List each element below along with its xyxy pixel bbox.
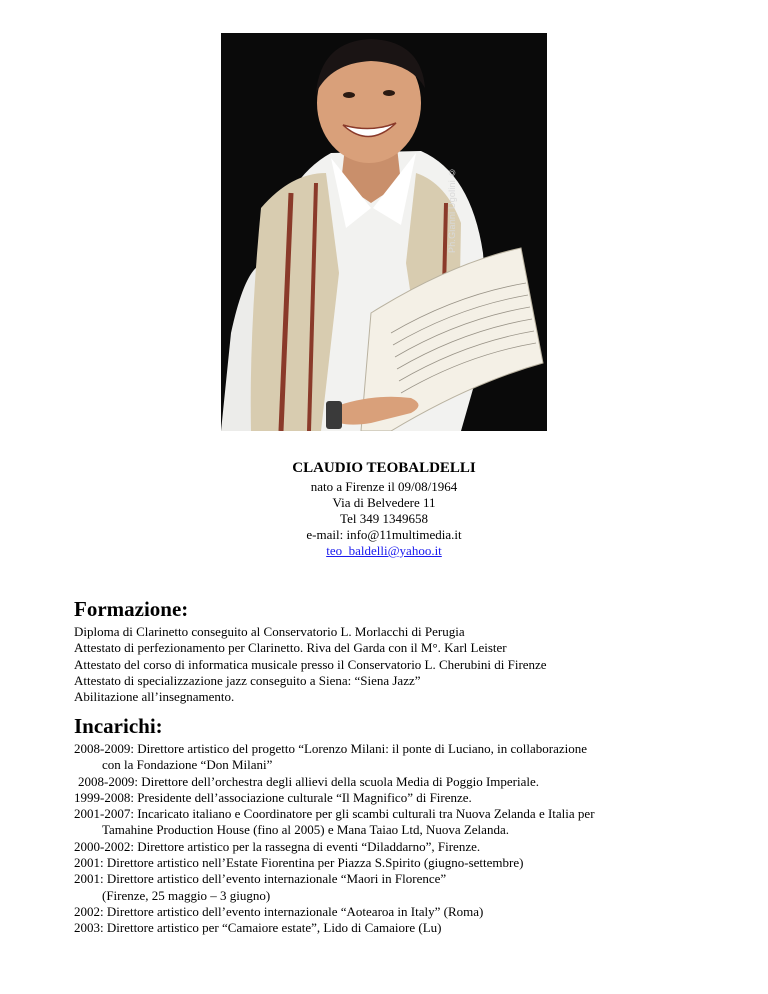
list-item: Attestato di perfezionamento per Clarinetto. Riva del Garda con il M°. Karl Leister: [74, 640, 507, 656]
phone: Tel 349 1349658: [340, 511, 428, 526]
list-item: 2008-2009: Direttore dell’orchestra degli allievi della scuola Media di Poggio Imperiale.: [78, 773, 539, 789]
list-item: Abilitazione all’insegnamento.: [74, 689, 235, 705]
list-item: Diploma di Clarinetto conseguito al Conservatorio L. Morlacchi di Perugia: [74, 624, 465, 639]
formazione-section: [74, 597, 734, 705]
list-item: con la Fondazione “Don Milani”: [102, 757, 273, 773]
incarichi-section: [74, 714, 734, 937]
list-item: 2008-2009: Direttore artistico del progetto “Lorenzo Milani: il ponte di Luciano, in collaborazione: [74, 741, 587, 756]
contact-block: [0, 459, 768, 559]
photo-credit: Ph.Gianni Ugolini ©: [447, 167, 457, 253]
list-item: Tamahine Production House (fino al 2005) e Mana Taiao Ltd, Nuova Zelanda.: [102, 822, 509, 838]
list-item: (Firenze, 25 maggio – 3 giugno): [102, 887, 271, 903]
portrait-photo: [221, 33, 547, 431]
list-item: 2001: Direttore artistico nell’Estate Fiorentina per Piazza S.Spirito (giugno-settembre): [74, 855, 524, 871]
list-item: 2001: Direttore artistico dell’evento internazionale “Maori in Florence”: [74, 871, 447, 887]
portrait-illustration: [221, 33, 547, 431]
list-item: 2000-2002: Direttore artistico per la rassegna di eventi “Diladdarno”, Firenze.: [74, 838, 481, 854]
list-item: 1999-2008: Presidente dell’associazione culturale “Il Magnifico” di Firenze.: [74, 789, 472, 805]
address: Via di Belvedere 11: [332, 495, 436, 510]
list-item: 2001-2007: Incaricato italiano e Coordinatore per gli scambi culturali tra Nuova Zelanda e Italia per: [74, 806, 595, 822]
list-item: 2002: Direttore artistico dell’evento internazionale “Aotearoa in Italy” (Roma): [74, 903, 484, 919]
incarichi-heading: Incarichi:: [74, 714, 163, 738]
list-item: Attestato del corso di informatica musicale presso il Conservatorio L. Cherubini di Firenze: [74, 656, 547, 672]
list-item: 2003: Direttore artistico per “Camaiore estate”, Lido di Camaiore (Lu): [74, 920, 442, 936]
person-name: CLAUDIO TEOBALDELLI: [292, 460, 476, 476]
birth-info: nato a Firenze il 09/08/1964: [310, 479, 458, 494]
email: e-mail: info@11multimedia.it: [306, 527, 462, 542]
email-link[interactable]: teo_baldelli@yahoo.it: [326, 543, 442, 558]
list-item: Attestato di specializzazione jazz conseguito a Siena: “Siena Jazz”: [74, 672, 421, 688]
formazione-heading: Formazione:: [74, 597, 189, 621]
